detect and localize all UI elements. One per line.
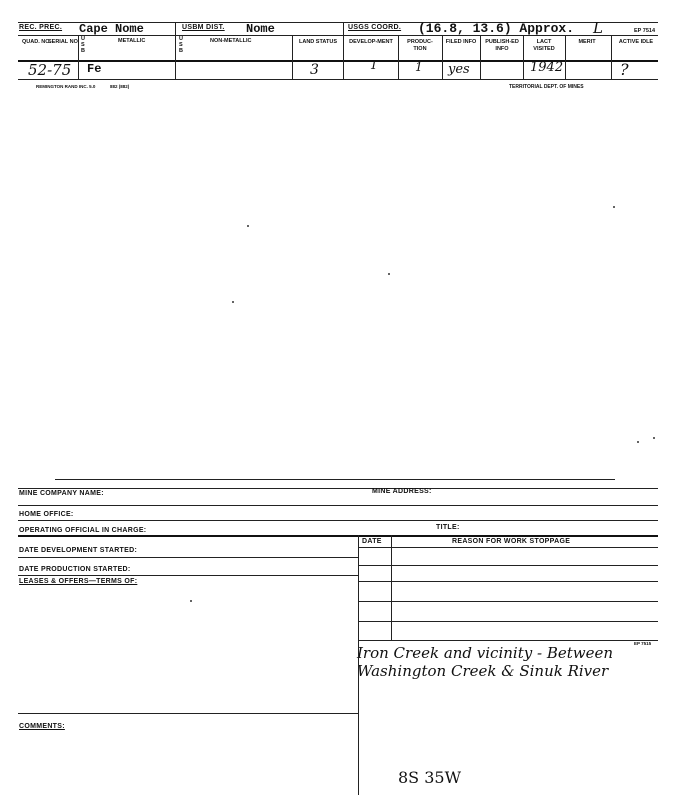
speck xyxy=(653,437,655,439)
corner-mark: L xyxy=(593,19,603,37)
metallic-header: METALLIC xyxy=(118,38,146,44)
metallic-value: Fe xyxy=(87,62,102,76)
speck xyxy=(247,225,249,227)
stoppage-row-rule xyxy=(358,601,658,602)
row-rule xyxy=(18,535,658,537)
merit-header: MERIT xyxy=(578,39,596,45)
row-rule xyxy=(18,520,658,521)
stoppage-table-left xyxy=(358,535,359,640)
divider xyxy=(523,35,524,79)
speck xyxy=(613,206,615,208)
leases-offers-label: LEASES & OFFERS—TERMS OF: xyxy=(19,578,138,585)
section-rule xyxy=(18,488,658,489)
speck xyxy=(190,600,192,602)
reason-column-header: REASON FOR WORK STOPPAGE xyxy=(452,538,571,545)
comments-divider xyxy=(358,640,359,795)
stoppage-date-divider xyxy=(391,535,392,640)
handwritten-note-line2: Washington Creek & Sinuk River xyxy=(357,662,609,680)
handwritten-note-line1: Iron Creek and vicinity - Between xyxy=(357,644,614,662)
home-office-label: HOME OFFICE: xyxy=(19,511,74,518)
title-label: TITLE: xyxy=(436,524,460,531)
production-header: PRODUC-TION xyxy=(407,39,433,52)
development-value: 1 xyxy=(370,58,378,72)
mine-company-name-label: MINE COMPANY NAME: xyxy=(19,490,104,497)
stoppage-row-rule xyxy=(358,640,658,641)
stoppage-row-rule xyxy=(358,565,658,566)
township-range: 8S 35W xyxy=(398,768,462,787)
date-development-label: DATE DEVELOPMENT STARTED: xyxy=(19,547,138,554)
quad-serial-value: 52-75 xyxy=(28,61,72,79)
last-visited-header: LACT VISITED xyxy=(533,39,555,52)
divider xyxy=(565,35,566,79)
speck xyxy=(388,273,390,275)
operating-official-label: OPERATING OFFICIAL IN CHARGE: xyxy=(19,527,147,534)
date-production-label: DATE PRODUCTION STARTED: xyxy=(19,566,131,573)
development-header: DEVELOP-MENT xyxy=(349,39,393,45)
active-idle-header: ACTIVE IDLE xyxy=(618,39,654,45)
divider xyxy=(398,35,399,79)
comments-rule xyxy=(18,713,358,714)
non-metallic-header: NON-METALLIC xyxy=(210,38,252,44)
stoppage-row-rule xyxy=(358,581,658,582)
row-rule xyxy=(18,505,658,506)
usgs-coord-value: (16.8, 13.6) Approx. xyxy=(418,21,575,36)
dept-imprint: TERRITORIAL DEPT. OF MINES xyxy=(509,84,584,90)
usb-letters-metallic: U S B xyxy=(81,36,85,54)
stoppage-row-rule xyxy=(358,621,658,622)
divider xyxy=(480,35,481,79)
land-status-header: LAND STATUS xyxy=(299,39,337,45)
serial-no-header: SERIAL NO. xyxy=(48,39,80,45)
usgs-coord-label: USGS COORD. xyxy=(348,24,402,31)
comments-label: COMMENTS: xyxy=(19,723,65,730)
usbm-dist-value: Nome xyxy=(246,22,275,36)
form-number: EP 7514 xyxy=(634,28,656,34)
active-idle-value: ? xyxy=(620,60,629,79)
usb-letters-nonmetallic: U S B xyxy=(179,36,183,54)
divider xyxy=(611,35,612,79)
divider xyxy=(78,35,79,79)
quad-no-header: QUAD. NO. xyxy=(22,39,52,45)
section-rule-upper xyxy=(55,479,615,480)
rec-prec-value: Cape Nome xyxy=(79,22,144,36)
form-number-bottom: EP 7515 xyxy=(634,641,652,646)
row-rule xyxy=(18,557,358,558)
last-visited-value: 1942 xyxy=(530,60,564,75)
filed-info-header: FILED INFO xyxy=(445,39,477,45)
entry-rule xyxy=(18,79,658,80)
printer-imprint: REMINGTON RAND INC. 5.0 xyxy=(36,84,96,89)
published-info-header: PUBLISH-ED INFO xyxy=(485,39,519,52)
divider xyxy=(292,35,293,79)
divider xyxy=(442,35,443,79)
usbm-dist-label: USBM DIST. xyxy=(182,24,225,31)
speck xyxy=(637,441,639,443)
production-value: 1 xyxy=(415,60,423,74)
land-status-value: 3 xyxy=(310,62,319,78)
speck xyxy=(232,301,234,303)
stoppage-header-rule xyxy=(358,547,658,548)
filed-info-value: yes xyxy=(448,62,470,77)
row-rule xyxy=(18,575,358,576)
printer-code: 882 (882) xyxy=(110,84,130,89)
rec-prec-label: REC. PREC. xyxy=(19,24,63,31)
divider xyxy=(175,22,176,79)
divider xyxy=(343,22,344,79)
date-column-header: DATE xyxy=(362,538,382,545)
mine-address-label: MINE ADDRESS: xyxy=(372,488,432,495)
